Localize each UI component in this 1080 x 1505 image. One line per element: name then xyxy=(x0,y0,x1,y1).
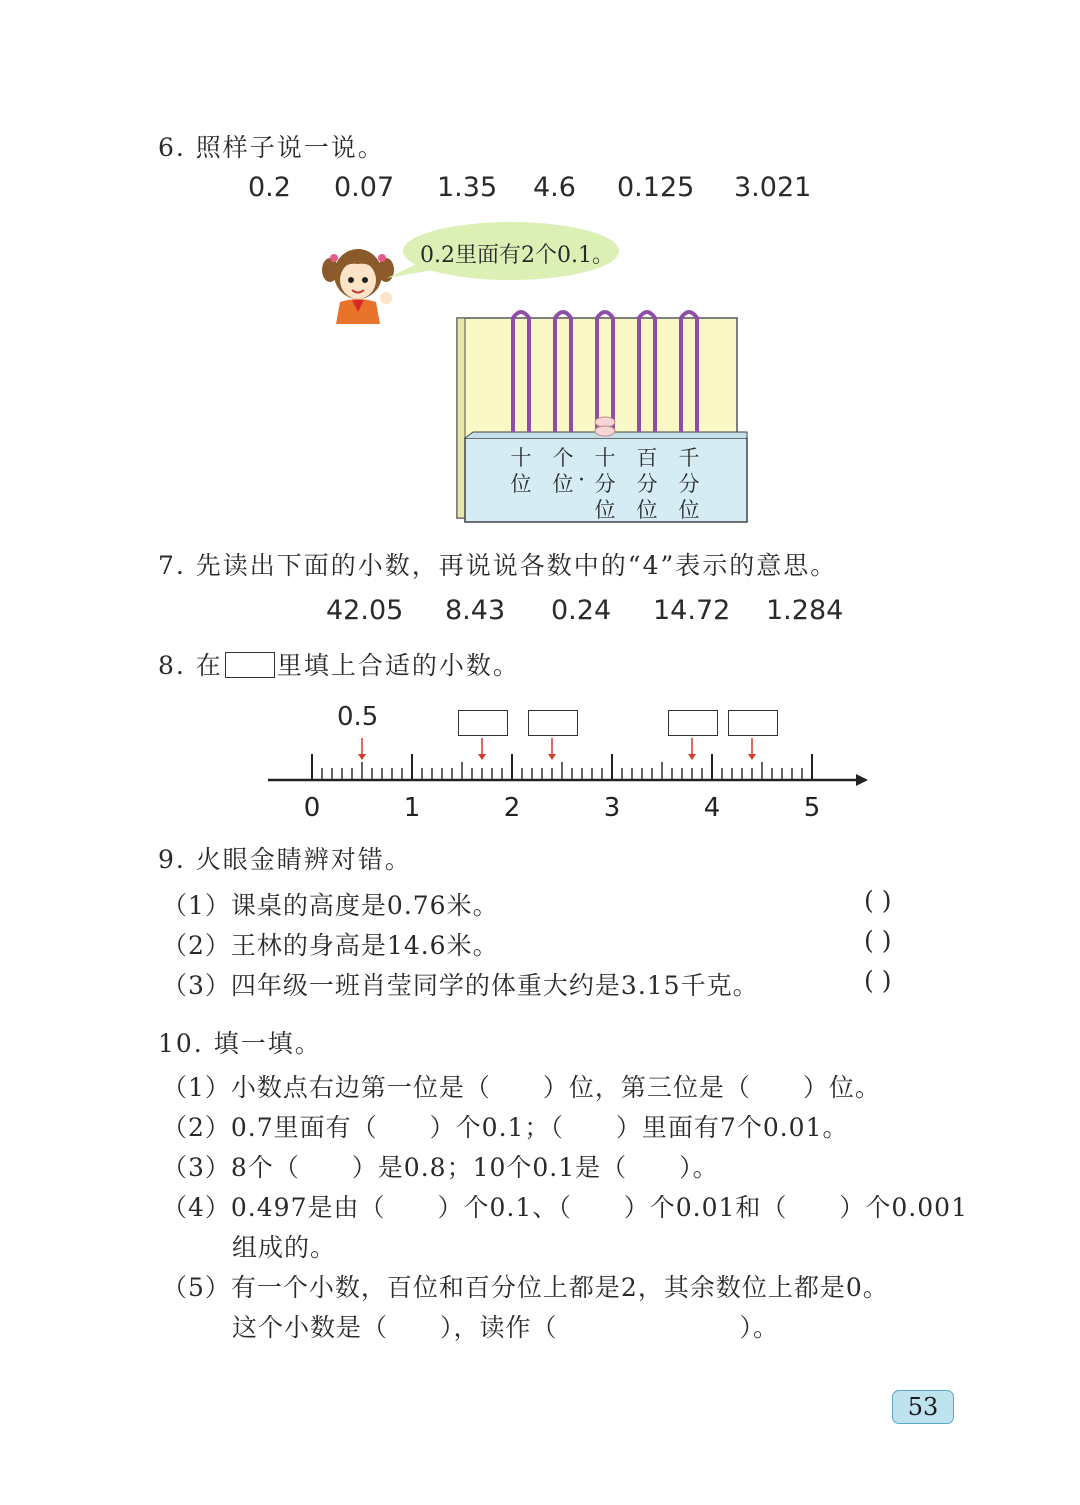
q9-item-2: （2）王林的身高是14.6米。 xyxy=(162,931,499,960)
bubble-text: 0.2里面有2个0.1。 xyxy=(420,243,614,268)
pointer-arrowhead-icon xyxy=(688,754,696,760)
q9-item-1: （1）课桌的高度是0.76米。 xyxy=(162,891,499,920)
number-line-answer-box[interactable] xyxy=(668,710,718,736)
q10-title: 10. 填一填。 xyxy=(158,1029,322,1058)
q6-number: 0.07 xyxy=(334,172,395,203)
number-line-answer-box[interactable] xyxy=(458,710,508,736)
q10-line-5-continued: 这个小数是（ ），读作（ ）。 xyxy=(232,1313,780,1342)
q9-item-3: （3）四年级一班肖莹同学的体重大约是3.15千克。 xyxy=(162,971,759,1000)
tick-label: 1 xyxy=(403,793,421,823)
q7-number: 14.72 xyxy=(653,595,731,626)
q7-number: 1.284 xyxy=(766,595,844,626)
q8-title-prefix: 8. 在 xyxy=(158,651,223,680)
tick-label: 3 xyxy=(603,793,621,823)
q8-title xyxy=(158,646,520,682)
q9-answer-paren-1[interactable]: ( ) xyxy=(864,886,892,915)
abacus-label-tenths: 十 分 位 xyxy=(594,446,616,522)
q6-number: 0.125 xyxy=(617,172,695,203)
q6-number: 1.35 xyxy=(437,172,498,203)
tick-label: 5 xyxy=(803,793,821,823)
q6-number: 0.2 xyxy=(248,172,291,203)
q10-line-4: （4）0.497是由（ ）个0.1、（ ）个0.01和（ ）个0.001 xyxy=(162,1193,968,1222)
q9-title: 9. 火眼金睛辨对错。 xyxy=(158,845,412,874)
abacus-decimal-point: · xyxy=(578,468,585,493)
tick-label: 0 xyxy=(303,793,321,823)
q8-title-suffix: 里填上合适的小数。 xyxy=(276,651,520,680)
abacus-label-hundredths: 百 分 位 xyxy=(636,446,658,522)
abacus-label-thousandths: 千 分 位 xyxy=(678,446,700,522)
q7-number: 8.43 xyxy=(445,595,506,626)
abacus-label-tens: 十 位 xyxy=(510,446,532,496)
pointer-arrowhead-icon xyxy=(358,754,366,760)
q7-number: 42.05 xyxy=(326,595,404,626)
abacus xyxy=(455,300,755,526)
q6-title: 6. 照样子说一说。 xyxy=(158,133,385,162)
q9-answer-paren-3[interactable]: ( ) xyxy=(864,966,892,995)
number-line-answer-box[interactable] xyxy=(728,710,778,736)
tick-label: 4 xyxy=(703,793,721,823)
tick-label: 2 xyxy=(503,793,521,823)
q10-line-5: （5）有一个小数，百位和百分位上都是2，其余数位上都是0。 xyxy=(162,1273,889,1302)
q10-line-1: （1）小数点右边第一位是（ ）位，第三位是（ ）位。 xyxy=(162,1073,881,1102)
pointer-arrowhead-icon xyxy=(748,754,756,760)
pointer-arrowhead-icon xyxy=(548,754,556,760)
answer-box-icon xyxy=(225,652,275,678)
q7-number: 0.24 xyxy=(551,595,612,626)
number-line-answer-box[interactable] xyxy=(528,710,578,736)
q10-line-2: （2）0.7里面有（ ）个0.1；（ ）里面有7个0.01。 xyxy=(162,1113,849,1142)
q10-line-4-continued: 组成的。 xyxy=(232,1233,337,1262)
number-line-arrowhead xyxy=(856,774,868,786)
q6-number: 4.6 xyxy=(533,172,576,203)
given-value-label: 0.5 xyxy=(337,702,379,732)
q9-answer-paren-2[interactable]: ( ) xyxy=(864,926,892,955)
page-number: 53 xyxy=(892,1390,954,1424)
abacus-label-ones: 个 位 xyxy=(552,446,574,496)
q6-number: 3.021 xyxy=(734,172,812,203)
q10-line-3: （3）8个（ ）是0.8；10个0.1是（ ）。 xyxy=(162,1153,719,1182)
q7-title: 7. 先读出下面的小数，再说说各数中的“4”表示的意思。 xyxy=(158,551,838,580)
pointer-arrowhead-icon xyxy=(478,754,486,760)
